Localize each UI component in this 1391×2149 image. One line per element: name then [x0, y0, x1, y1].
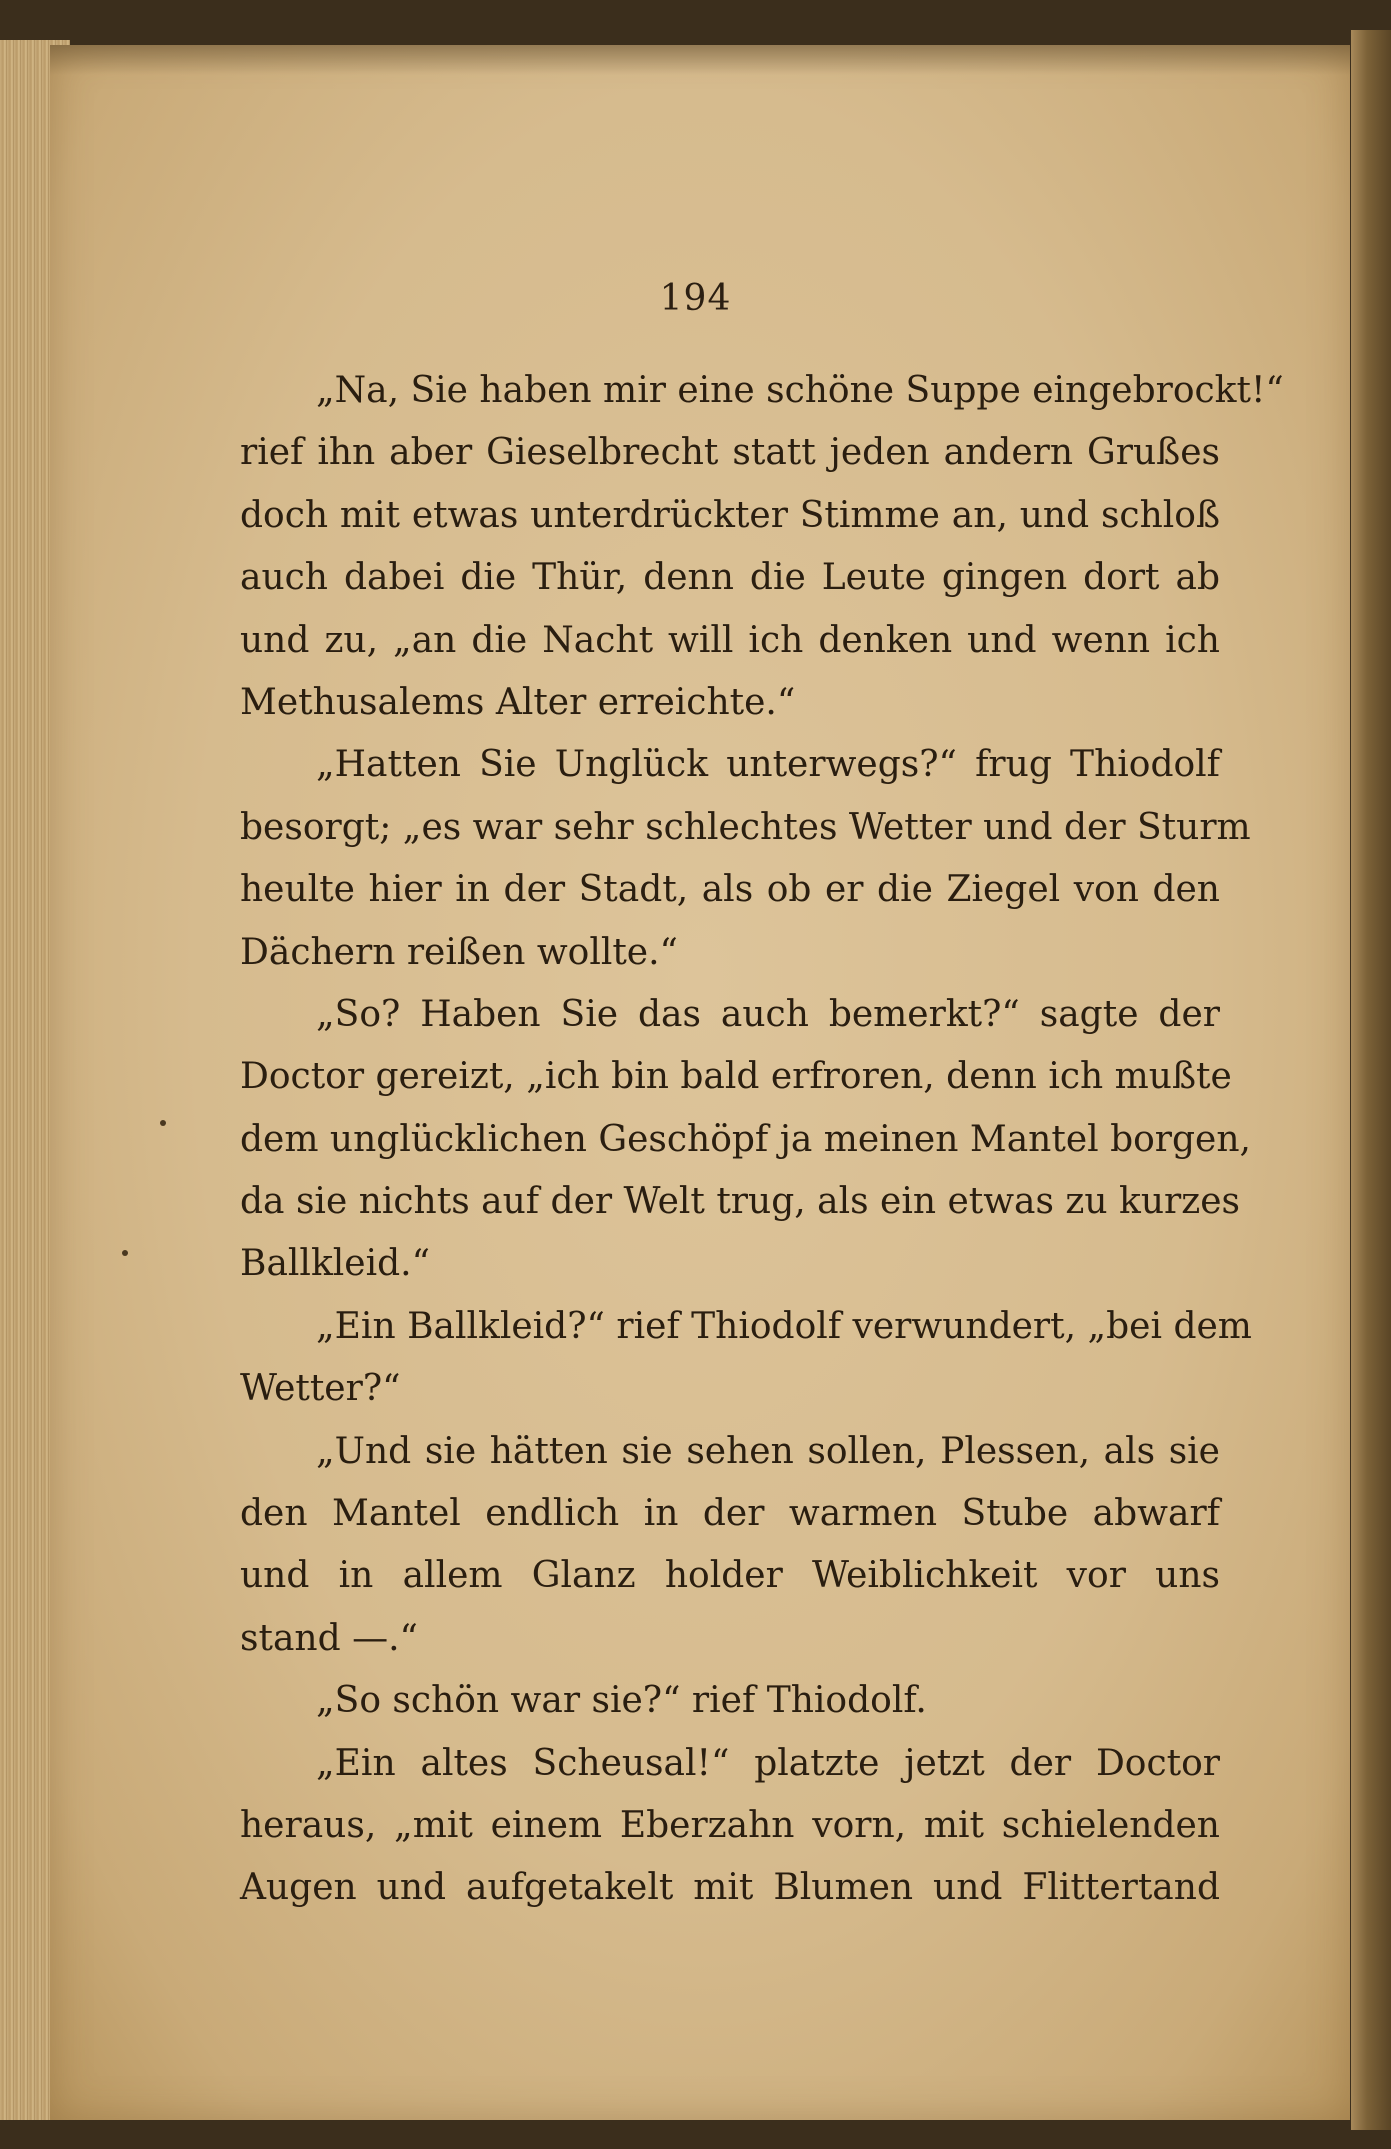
text-line: besorgt; „es war sehr schlechtes Wetter und der Sturm	[240, 806, 1251, 848]
text-line: „Na, Sie haben mir eine schöne Suppe eingebrockt!“	[316, 370, 1284, 411]
text-line: „Ein Ballkleid?“ rief Thiodolf verwundert, „bei dem	[316, 1305, 1252, 1347]
text-line: „So schön war sie?“ rief Thiodolf.	[316, 1680, 927, 1722]
text-line: heraus, „mit einem Eberzahn vorn, mit schielenden	[240, 1804, 1220, 1846]
text-line: „So? Haben Sie das auch bemerkt?“ sagte der	[316, 993, 1220, 1035]
text-line: rief ihn aber Gieselbrecht statt jeden andern Grußes	[240, 432, 1220, 474]
text-line: Dächern reißen wollte.“	[240, 931, 678, 973]
text-line: „Ein altes Scheusal!“ platzte jetzt der Doctor	[316, 1742, 1220, 1784]
text-line: da sie nichts auf der Welt trug, als ein etwas zu kurzes	[240, 1181, 1240, 1223]
body-text	[240, 360, 1284, 1920]
page-number: 194	[659, 278, 732, 319]
text-line: Wetter?“	[240, 1368, 401, 1410]
text-line: Ballkleid.“	[240, 1243, 430, 1285]
text-line: und zu, „an die Nacht will ich denken und wenn ich	[240, 619, 1220, 661]
text-line: „Hatten Sie Unglück unterwegs?“ frug Thiodolf	[316, 744, 1220, 786]
page-top-shadow	[50, 45, 1350, 75]
paper-speck	[122, 1250, 128, 1256]
text-line: Methusalems Alter erreichte.“	[240, 681, 796, 723]
text-line: „Und sie hätten sie sehen sollen, Plessen, als sie	[316, 1430, 1220, 1472]
text-line: heulte hier in der Stadt, als ob er die Ziegel von den	[240, 869, 1220, 911]
text-line: stand —.“	[240, 1617, 418, 1659]
book-spine-edge	[1351, 30, 1391, 2130]
text-line: auch dabei die Thür, denn die Leute gingen dort ab	[240, 557, 1220, 599]
text-line: dem unglücklichen Geschöpf ja meinen Mantel borgen,	[240, 1118, 1251, 1160]
text-line: den Mantel endlich in der warmen Stube abwarf	[240, 1493, 1220, 1535]
text-line: Doctor gereizt, „ich bin bald erfroren, denn ich mußte	[240, 1056, 1232, 1098]
text-line: doch mit etwas unterdrückter Stimme an, und schloß	[240, 494, 1220, 536]
text-line: Augen und aufgetakelt mit Blumen und Flittertand	[240, 1867, 1220, 1909]
paper-speck	[160, 1120, 166, 1126]
text-line: und in allem Glanz holder Weiblichkeit vor uns	[240, 1555, 1220, 1597]
